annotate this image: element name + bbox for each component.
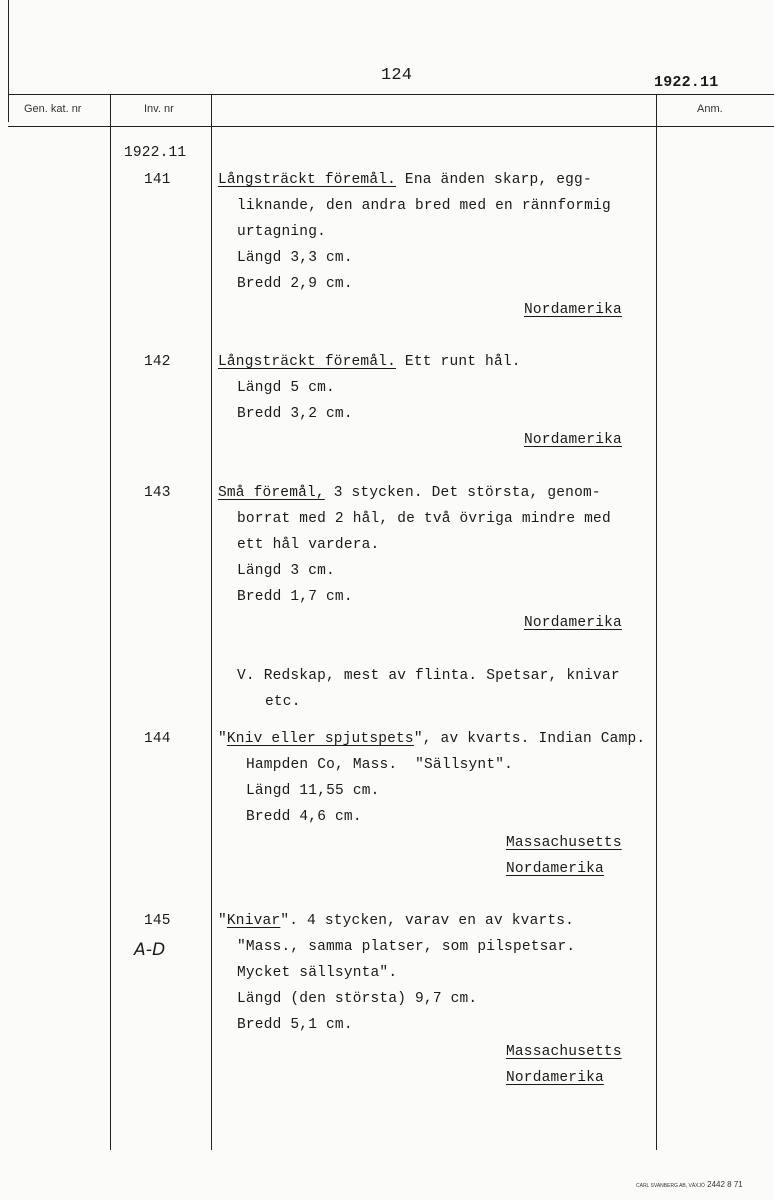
entry-143-origin: Nordamerika xyxy=(524,615,622,631)
column-header-inv-nr: Inv. nr xyxy=(144,103,174,115)
first-date: 1922.11 xyxy=(124,145,187,161)
entry-144-title: Kniv eller spjutspets xyxy=(226,731,414,747)
header-bottom-line xyxy=(8,126,774,127)
entry-143-length: Längd 3 cm. xyxy=(237,563,335,579)
printer-imprint: CARL SVANBERG AB, VÄXJÖ 2442 8 71 xyxy=(636,1180,743,1189)
inv-nr-145: 145 xyxy=(144,913,171,929)
inv-nr-141: 141 xyxy=(144,172,171,188)
entry-144-line1: "Kniv eller spjutspets", av kvarts. Indian Camp. xyxy=(218,731,646,747)
entry-145-title: Knivar xyxy=(226,913,281,929)
entry-141-line2: liknande, den andra bred med en rännformig xyxy=(237,198,611,214)
entry-143-title: Små föremål, xyxy=(218,485,325,501)
entry-141-width: Bredd 2,9 cm. xyxy=(237,276,353,292)
inv-nr-142: 142 xyxy=(144,354,171,370)
entry-145-line3: Mycket sällsynta". xyxy=(237,965,398,981)
inv-nr-144: 144 xyxy=(144,731,171,747)
section-v-heading-cont: etc. xyxy=(265,694,301,710)
entry-145-length: Längd (den största) 9,7 cm. xyxy=(237,991,478,1007)
entry-141-length: Längd 3,3 cm. xyxy=(237,250,353,266)
entry-142-length: Längd 5 cm. xyxy=(237,380,335,396)
entry-145-line1: "Knivar". 4 stycken, varav en av kvarts. xyxy=(218,913,575,929)
entry-142-line1: Långsträckt föremål. Ett runt hål. xyxy=(218,354,521,370)
column-divider-inv-desc xyxy=(211,94,212,1150)
entry-141-line1: Långsträckt föremål. Ena änden skarp, egg- xyxy=(218,172,592,188)
page-number: 124 xyxy=(381,66,413,85)
header-accession-date: 1922.11 xyxy=(654,74,719,91)
entry-144-origin-continent: Nordamerika xyxy=(506,861,604,877)
column-divider-desc-anm xyxy=(656,94,657,1150)
column-header-gen-kat-nr: Gen. kat. nr xyxy=(24,103,82,115)
entry-145-width: Bredd 5,1 cm. xyxy=(237,1017,353,1033)
entry-142-width: Bredd 3,2 cm. xyxy=(237,406,353,422)
entry-143-line3: ett hål vardera. xyxy=(237,537,380,553)
entry-143-width: Bredd 1,7 cm. xyxy=(237,589,353,605)
entry-144-origin-state: Massachusetts xyxy=(506,835,622,851)
entry-141-line3: urtagning. xyxy=(237,224,327,240)
entry-144-width: Bredd 4,6 cm. xyxy=(246,809,362,825)
entry-143-line1: Små föremål, 3 stycken. Det största, genom- xyxy=(218,485,601,501)
column-divider-gen-inv xyxy=(110,94,111,1150)
entry-143-line2: borrat med 2 hål, de två övriga mindre med xyxy=(237,511,611,527)
inv-nr-143: 143 xyxy=(144,485,171,501)
entry-145-line2: "Mass., samma platser, som pilspetsar. xyxy=(237,939,576,955)
column-header-anm: Anm. xyxy=(697,103,723,115)
entry-141-title: Långsträckt föremål. xyxy=(218,172,397,188)
entry-145-origin-continent: Nordamerika xyxy=(506,1070,604,1086)
left-margin-line xyxy=(8,0,9,122)
entry-144-line2: Hampden Co, Mass. "Sällsynt". xyxy=(246,757,514,773)
entry-145-origin-state: Massachusetts xyxy=(506,1044,622,1060)
inv-nr-145-sub: A-D xyxy=(134,940,166,960)
entry-141-origin: Nordamerika xyxy=(524,302,622,318)
entry-144-length: Längd 11,55 cm. xyxy=(246,783,380,799)
section-v-heading: V. Redskap, mest av flinta. Spetsar, knivar xyxy=(237,668,620,684)
entry-142-origin: Nordamerika xyxy=(524,432,622,448)
entry-142-title: Långsträckt föremål. xyxy=(218,354,397,370)
header-top-line xyxy=(8,94,774,95)
